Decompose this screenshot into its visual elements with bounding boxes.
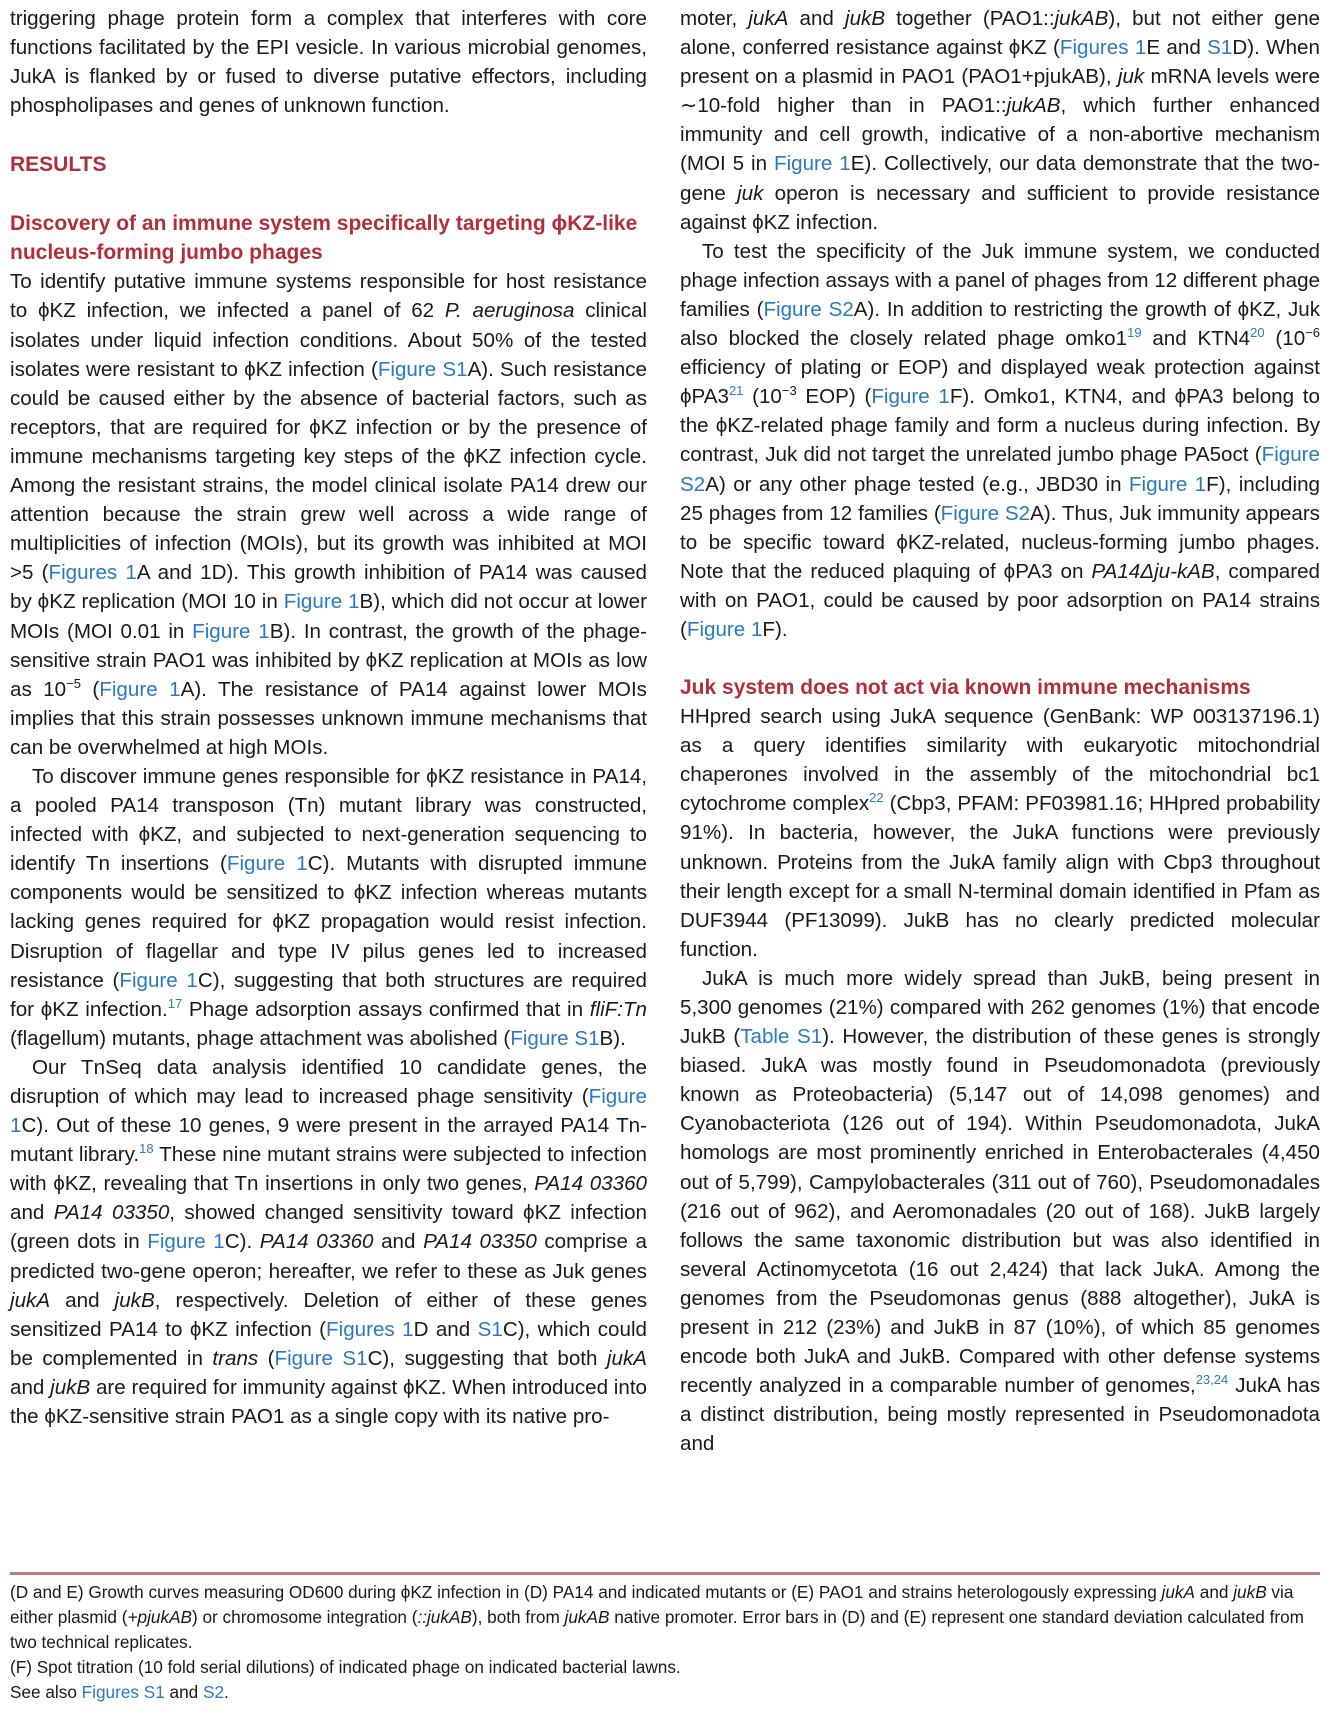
figure-caption	[10, 1580, 1320, 1705]
figure-link[interactable]: Figure 1	[686, 617, 763, 641]
paragraph-distribution: JukA is much more widely spread than JukB, being present in 5,300 genomes (21%) compared with 262 genomes (1%) that encode JukB (Table S1). However, the distribution of these genes is strongly biased. JukA was mostly found in Pseudomonadota (previously known as Proteobacteria) (5,147 out of 14,098 genomes) and Cyanobacteriota (126 out of 194). Within Pseudomonadota, JukA homologs are most prominently enriched in Enterobacterales (4,450 out of 5,799), Campylobacterales (311 out of 760), Pseudomonadales (216 out of 962), and Aeromonadales (20 out of 168). JukB largely follows the same taxonomic distribution but was also identified in several Actinomycetota (16 out 2,424) that lack JukA. Among the genomes from the Pseudomonas genus (888 altogether), JukA is present in 212 (23%) and JukB in 87 (10%), of which 85 genomes encode both JukA and JukB. Compared with other defense systems recently analyzed in a comparable number of genomes,$^{23,24}$ JukA has a distinct distribution, being mostly represented in Pseudomonadota and	[680, 966, 1320, 1456]
caption-see-also: See also Figures S1 and S2.	[10, 1682, 229, 1702]
figure-link[interactable]: Figures 1	[326, 1317, 414, 1341]
reference-link[interactable]: 21	[728, 383, 744, 399]
figure-link[interactable]: Figure S1	[274, 1346, 368, 1370]
figure-link[interactable]: Figure S2	[940, 501, 1031, 525]
figure-link[interactable]: Figure S2	[763, 297, 854, 321]
reference-link[interactable]: 20	[1250, 325, 1265, 341]
table-link[interactable]: Table S1	[740, 1025, 823, 1049]
reference-link[interactable]: 22	[869, 790, 884, 806]
figure-link[interactable]: Figure 1	[226, 852, 308, 876]
left-column	[10, 4, 647, 1431]
caption-divider	[10, 1572, 1320, 1575]
figure-link[interactable]: Figure 1	[119, 968, 198, 992]
paragraph-specificity: To test the specificity of the Juk immune system, we conducted phage infection assays with a panel of phages from 12 different phage families (Figure S2A). In addition to restricting the growth of ϕKZ, Juk also blocked the closely related phage $omko1^{19}$ and $KTN4^{20}$ ($10^{-6}$ efficiency of plating or EOP) and displayed weak protection against $\phi PA3^{21}$ ($10^{-3}$ EOP) (Figure 1F). Omko1, KTN4, and ϕPA3 belong to the ϕKZ-related phage family and form a nucleus during infection. By contrast, Juk did not target the unrelated jumbo phage PA5oct (Figure S2A) or any other phage tested (e.g., JBD30 in Figure 1F), including 25 phages from 12 families (Figure S2A). Thus, Juk immunity appears to be specific toward ϕKZ-related, nucleus-forming jumbo phages. Note that the reduced plaquing of ϕPA3 on PA14Δju-kAB, compared with on PAO1, could be caused by poor adsorption on PA14 strains (Figure 1F).	[680, 239, 1320, 641]
figure-link[interactable]: Figure 1	[773, 152, 851, 176]
figure-link[interactable]: Figure 1	[1128, 472, 1207, 496]
figure-link[interactable]: Figure 1	[283, 590, 360, 614]
figure-link[interactable]: S1	[477, 1317, 503, 1341]
figure-link[interactable]: S2	[203, 1682, 225, 1702]
figure-link[interactable]: Figure 1	[10, 1085, 647, 1138]
paragraph-discovery-3: Our TnSeq data analysis identified 10 candidate genes, the disruption of which may lead to increased phage sensitivity (Figure 1C). Out of these 10 genes, 9 were present in the arrayed PA14 Tn-mutant library.$^{18}$ These nine mutant strains were subjected to infection with ϕKZ, revealing that Tn insertions in only two genes, PA14 03360 and PA14 03350, showed changed sensitivity toward ϕKZ infection (green dots in Figure 1C). PA14 03360 and PA14 03350 comprise a predicted two-gene operon; hereafter, we refer to these as Juk genes jukA and jukB, respectively. Deletion of either of these genes sensitized PA14 to ϕKZ infection (Figures 1D and S1C), which could be complemented in trans (Figure S1C), suggesting that both jukA and jukB are required for immunity against ϕKZ. When introduced into the ϕKZ-sensitive strain PAO1 as a single copy with its native pro-	[10, 1055, 647, 1429]
figure-link[interactable]: Figures 1	[48, 561, 137, 585]
reference-link[interactable]: 17	[167, 995, 183, 1011]
paragraph-continuation: moter, jukA and jukB together (PAO1::jukAB), but not either gene alone, conferred resistance against ϕKZ (Figures 1E and S1D). When present on a plasmid in PAO1 (PAO1+pjukAB), juk mRNA levels were ∼10-fold higher than in PAO1::jukAB, which further enhanced immunity and cell growth, indicative of a non-abortive mechanism (MOI 5 in Figure 1E). Collectively, our data demonstrate that the two-gene juk operon is necessary and sufficient to provide resistance against ϕKZ infection.	[680, 7, 1320, 234]
reference-link[interactable]: 19	[1127, 325, 1142, 341]
caption-panels-de: (D and E) Growth curves measuring OD600 during ϕKZ infection in (D) PA14 and indicated mutants or (E) PAO1 and strains heterologously expressing jukA and jukB via either plasmid (+pjukAB) or chromosome integration (::jukAB), both from jukAB native promoter. Error bars in (D) and (E) represent one standard deviation calculated from two technical replicates.	[10, 1582, 1304, 1652]
paragraph-discovery-2: To discover immune genes responsible for ϕKZ resistance in PA14, a pooled PA14 transposon (Tn) mutant library was constructed, infected with ϕKZ, and subjected to next-generation sequencing to identify Tn insertions (Figure 1C). Mutants with disrupted immune components would be sensitized to ϕKZ infection whereas mutants lacking genes required for ϕKZ propagation would resist infection. Disruption of flagellar and type IV pilus genes led to increased resistance (Figure 1C), suggesting that both structures are required for ϕKZ infection.$^{17}$ Phage adsorption assays confirmed that in fliF:Tn (flagellum) mutants, phage attachment was abolished (Figure S1B).	[10, 764, 647, 1050]
results-heading: RESULTS	[10, 153, 107, 177]
intro-paragraph: triggering phage protein form a complex that interferes with core functions facilitated by the EPI vesicle. In various microbial genomes, JukA is flanked by or fused to diverse putative effectors, including phospholipases and genes of unknown function.	[10, 7, 647, 118]
figure-link[interactable]: Figure 1	[871, 385, 950, 409]
figure-link[interactable]: S1	[1207, 36, 1233, 60]
reference-link[interactable]: 23,24	[1195, 1372, 1229, 1388]
figure-link[interactable]: Figure S1	[510, 1026, 600, 1050]
figure-link[interactable]: Figures 1	[1059, 36, 1147, 60]
figure-link[interactable]: Figures S1	[81, 1682, 165, 1702]
figure-link[interactable]: Figure 1	[147, 1230, 225, 1254]
paragraph-hhpred: HHpred search using JukA sequence (GenBank: WP 003137196.1) as a query identifies similarity with eukaryotic mitochondrial chaperones involved in the assembly of the mitochondrial bc1 cytochrome complex$^{22}$ (Cbp3, PFAM: PF03981.16; HHpred probability 91%). In bacteria, however, the JukA functions were previously unknown. Proteins from the JukA family align with Cbp3 throughout their length except for a small N-terminal domain identified in Pfam as DUF3944 (PF13099). JukB has no clearly predicted molecular function.	[680, 705, 1321, 961]
paragraph-discovery-1: To identify putative immune systems responsible for host resistance to ϕKZ infection, we infected a panel of 62 P. aeruginosa clinical isolates under liquid infection conditions. About 50% of the tested isolates were resistant to ϕKZ infection (Figure S1A). Such resistance could be caused either by the absence of bacterial factors, such as receptors, that are required for ϕKZ infection or by the presence of immune mechanisms targeting key steps of the ϕKZ infection cycle. Among the resistant strains, the model clinical isolate PA14 drew our attention because the strain grew well across a wide range of multiplicities of infection (MOIs), but its growth was inhibited at MOI >5 (Figures 1A and 1D). This growth inhibition of PA14 was caused by ϕKZ replication (MOI 10 in Figure 1B), which did not occur at lower MOIs (MOI 0.01 in Figure 1B). In contrast, the growth of the phage-sensitive strain PAO1 was inhibited by ϕKZ replication at MOIs as low as $10^{-5}$ (Figure 1A). The resistance of PA14 against lower MOIs implies that this strain possesses unknown immune mechanisms that can be overwhelmed at high MOIs.	[10, 270, 648, 759]
reference-link[interactable]: 18	[139, 1141, 154, 1157]
caption-panel-f: (F) Spot titration (10 fold serial dilutions) of indicated phage on indicated bacterial lawns.	[10, 1657, 681, 1677]
figure-link[interactable]: Figure S1	[377, 357, 468, 381]
right-column	[680, 4, 1320, 1459]
figure-link[interactable]: Figure 1	[192, 619, 270, 643]
subsection-heading-discovery: Discovery of an immune system specifically targeting ϕKZ-like nucleus-forming jumbo phages	[10, 212, 638, 265]
figure-link[interactable]: Figure 1	[99, 677, 181, 701]
figure-link[interactable]: Figure S2	[680, 443, 1320, 496]
subsection-heading-mechanisms: Juk system does not act via known immune mechanisms	[680, 676, 1251, 700]
